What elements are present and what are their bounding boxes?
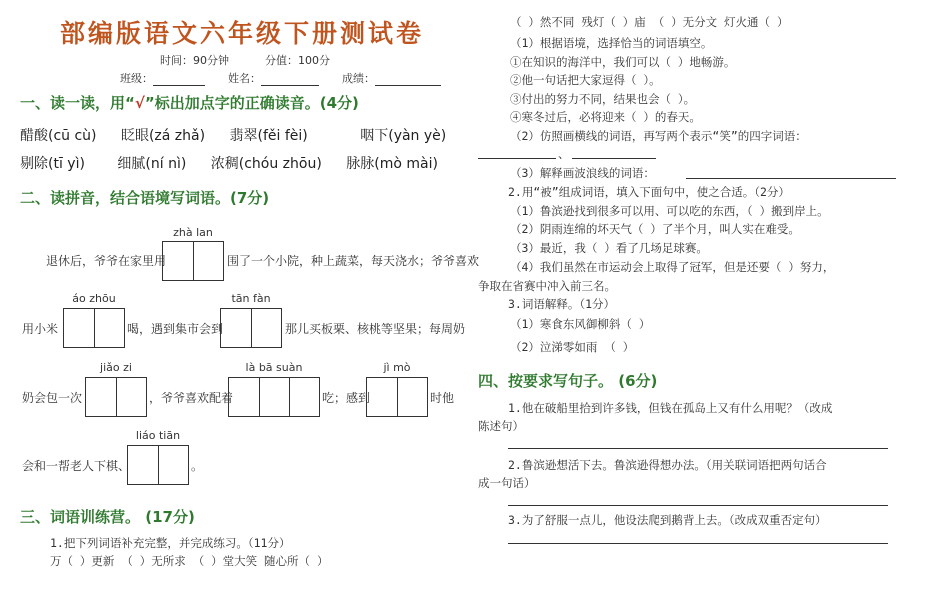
context-text: 用小米: [22, 322, 59, 336]
name-blank[interactable]: [261, 73, 319, 86]
fill-sentence: （2）泣涕零如雨 （ ）: [510, 340, 635, 354]
context-text: 吃；感到: [322, 391, 371, 405]
context-text: 会和一帮老人下棋、: [22, 459, 131, 473]
reading-item[interactable]: 醋酸(cū cù): [20, 128, 97, 144]
question-text: 1.把下列词语补充完整，并完成练习。（11分）: [50, 536, 291, 550]
fill-sentence: ③付出的努力不同，结果也会（ ）。: [510, 92, 696, 106]
reading-item[interactable]: 细腻(ní nì): [117, 156, 187, 172]
grade-blank[interactable]: [375, 73, 441, 86]
reading-row-2: [20, 153, 444, 173]
fill-sentence: （1）鲁滨逊找到很多可以用、可以吃的东西，（ ）搬到岸上。: [510, 204, 829, 218]
grade-label: 成绩：: [342, 72, 375, 85]
fill-sentence: ②他一句话把大家逗得（ ）。: [510, 73, 661, 87]
fill-sentence: ④寒冬过后，必将迎来（ ）的春天。: [510, 110, 701, 124]
context-text: 时他: [430, 391, 455, 405]
reading-item[interactable]: 咽下(yàn yè): [360, 128, 447, 144]
question-text: （3）解释画波浪线的词语：: [510, 166, 655, 180]
writing-box[interactable]: [85, 377, 147, 417]
section2-title: 二、读拼音，结合语境写词语。(7分): [20, 189, 270, 207]
fill-sentence: （3）最近，我（ ）看了几场足球赛。: [510, 241, 708, 255]
answer-line[interactable]: [572, 158, 656, 159]
score-label: 分值：100分: [265, 54, 330, 67]
checkmark-icon: √: [134, 94, 145, 112]
question-text: 3.为了舒服一点儿，他设法爬到鹅背上去。（改成双重否定句）: [508, 513, 827, 527]
separator-dot: 、: [558, 147, 570, 161]
page-title: 部编版语文六年级下册测试卷: [60, 19, 425, 48]
context-text: 。: [191, 459, 204, 473]
pinyin-label: jì mò: [383, 361, 411, 374]
reading-item[interactable]: 翡翠(fěi fèi): [229, 128, 308, 144]
name-field[interactable]: [228, 70, 319, 86]
word-fill-line: 万（ ）更新 （ ）无所求 （ ）堂大笑 随心所（ ）: [50, 554, 329, 568]
context-text: 退休后，爷爷在家里用: [46, 254, 167, 268]
question-text: 2.鲁滨逊想活下去。鲁滨逊得想办法。（用关联词语把两句话合: [508, 458, 827, 472]
question-text: 1.他在破船里拾到许多钱，但钱在孤岛上又有什么用呢？（改成: [508, 401, 833, 415]
name-label: 姓名：: [228, 72, 261, 85]
writing-box[interactable]: [127, 445, 189, 485]
pinyin-label: áo zhōu: [72, 292, 116, 305]
pinyin-label: là bā suàn: [245, 361, 303, 374]
class-label: 班级：: [120, 72, 153, 85]
answer-line[interactable]: [508, 505, 888, 506]
section1-title: 一、读一读，用“√”标出加点字的正确读音。(4分): [20, 94, 359, 112]
class-blank[interactable]: [153, 73, 205, 86]
section3-title: 三、词语训练营。 (17分): [20, 508, 195, 526]
fill-sentence: 争取在省赛中冲入前三名。: [478, 279, 616, 293]
answer-line[interactable]: [508, 543, 888, 544]
reading-item[interactable]: 眨眼(zá zhǎ): [120, 128, 206, 144]
fill-sentence: （2）阴雨连绵的坏天气（ ）了半个月，叫人实在难受。: [510, 222, 800, 236]
writing-box[interactable]: [63, 308, 125, 348]
question-text: 3.词语解释。（1分）: [508, 297, 616, 311]
answer-line[interactable]: [508, 448, 888, 449]
answer-line[interactable]: [478, 158, 556, 159]
question-text: 陈述句）: [478, 419, 524, 433]
reading-item[interactable]: 脉脉(mò mài): [346, 156, 438, 172]
word-fill-line: （ ）然不同 残灯（ ）庙 （ ）无分文 灯火通（ ）: [510, 15, 789, 29]
context-text: 那儿买板栗、核桃等坚果；每周奶: [285, 322, 466, 336]
question-text: （2）仿照画横线的词语，再写两个表示“笑”的四字词语：: [510, 129, 807, 143]
writing-box[interactable]: [220, 308, 282, 348]
fill-sentence: （1）寒食东风御柳斜（ ）: [510, 317, 651, 331]
answer-line[interactable]: [686, 178, 896, 179]
context-text: 喝，遇到集市会到: [127, 322, 224, 336]
fill-sentence: （4）我们虽然在市运动会上取得了冠军，但是还要（ ）努力，: [510, 260, 835, 274]
context-text: 围了一个小院，种上蔬菜，每天浇水；爷爷喜欢: [227, 254, 480, 268]
reading-row-1: [20, 125, 452, 145]
fill-sentence: ①在知识的海洋中，我们可以（ ）地畅游。: [510, 55, 736, 69]
pinyin-label: zhà lan: [173, 226, 213, 239]
pinyin-label: liáo tiān: [135, 429, 181, 442]
time-label: 时间：90分钟: [160, 54, 229, 67]
reading-item[interactable]: 浓稠(chóu zhōu): [210, 156, 322, 172]
question-text: 成一句话）: [478, 476, 536, 490]
class-field[interactable]: [120, 70, 205, 86]
pinyin-label: tān fàn: [231, 292, 271, 305]
section4-title: 四、按要求写句子。 (6分): [478, 372, 658, 390]
reading-item[interactable]: 剔除(tī yì): [20, 156, 85, 172]
context-text: ，爷爷喜欢配着: [149, 391, 234, 405]
writing-box[interactable]: [366, 377, 428, 417]
question-text: 2.用“被”组成词语，填入下面句中，使之合适。（2分）: [508, 185, 790, 199]
writing-box[interactable]: [162, 241, 224, 281]
context-text: 奶会包一次: [22, 391, 83, 405]
grade-field[interactable]: [342, 70, 441, 86]
writing-box[interactable]: [228, 377, 320, 417]
question-text: （1）根据语境，选择恰当的词语填空。: [510, 36, 713, 50]
pinyin-label: jiǎo zi: [100, 361, 132, 374]
